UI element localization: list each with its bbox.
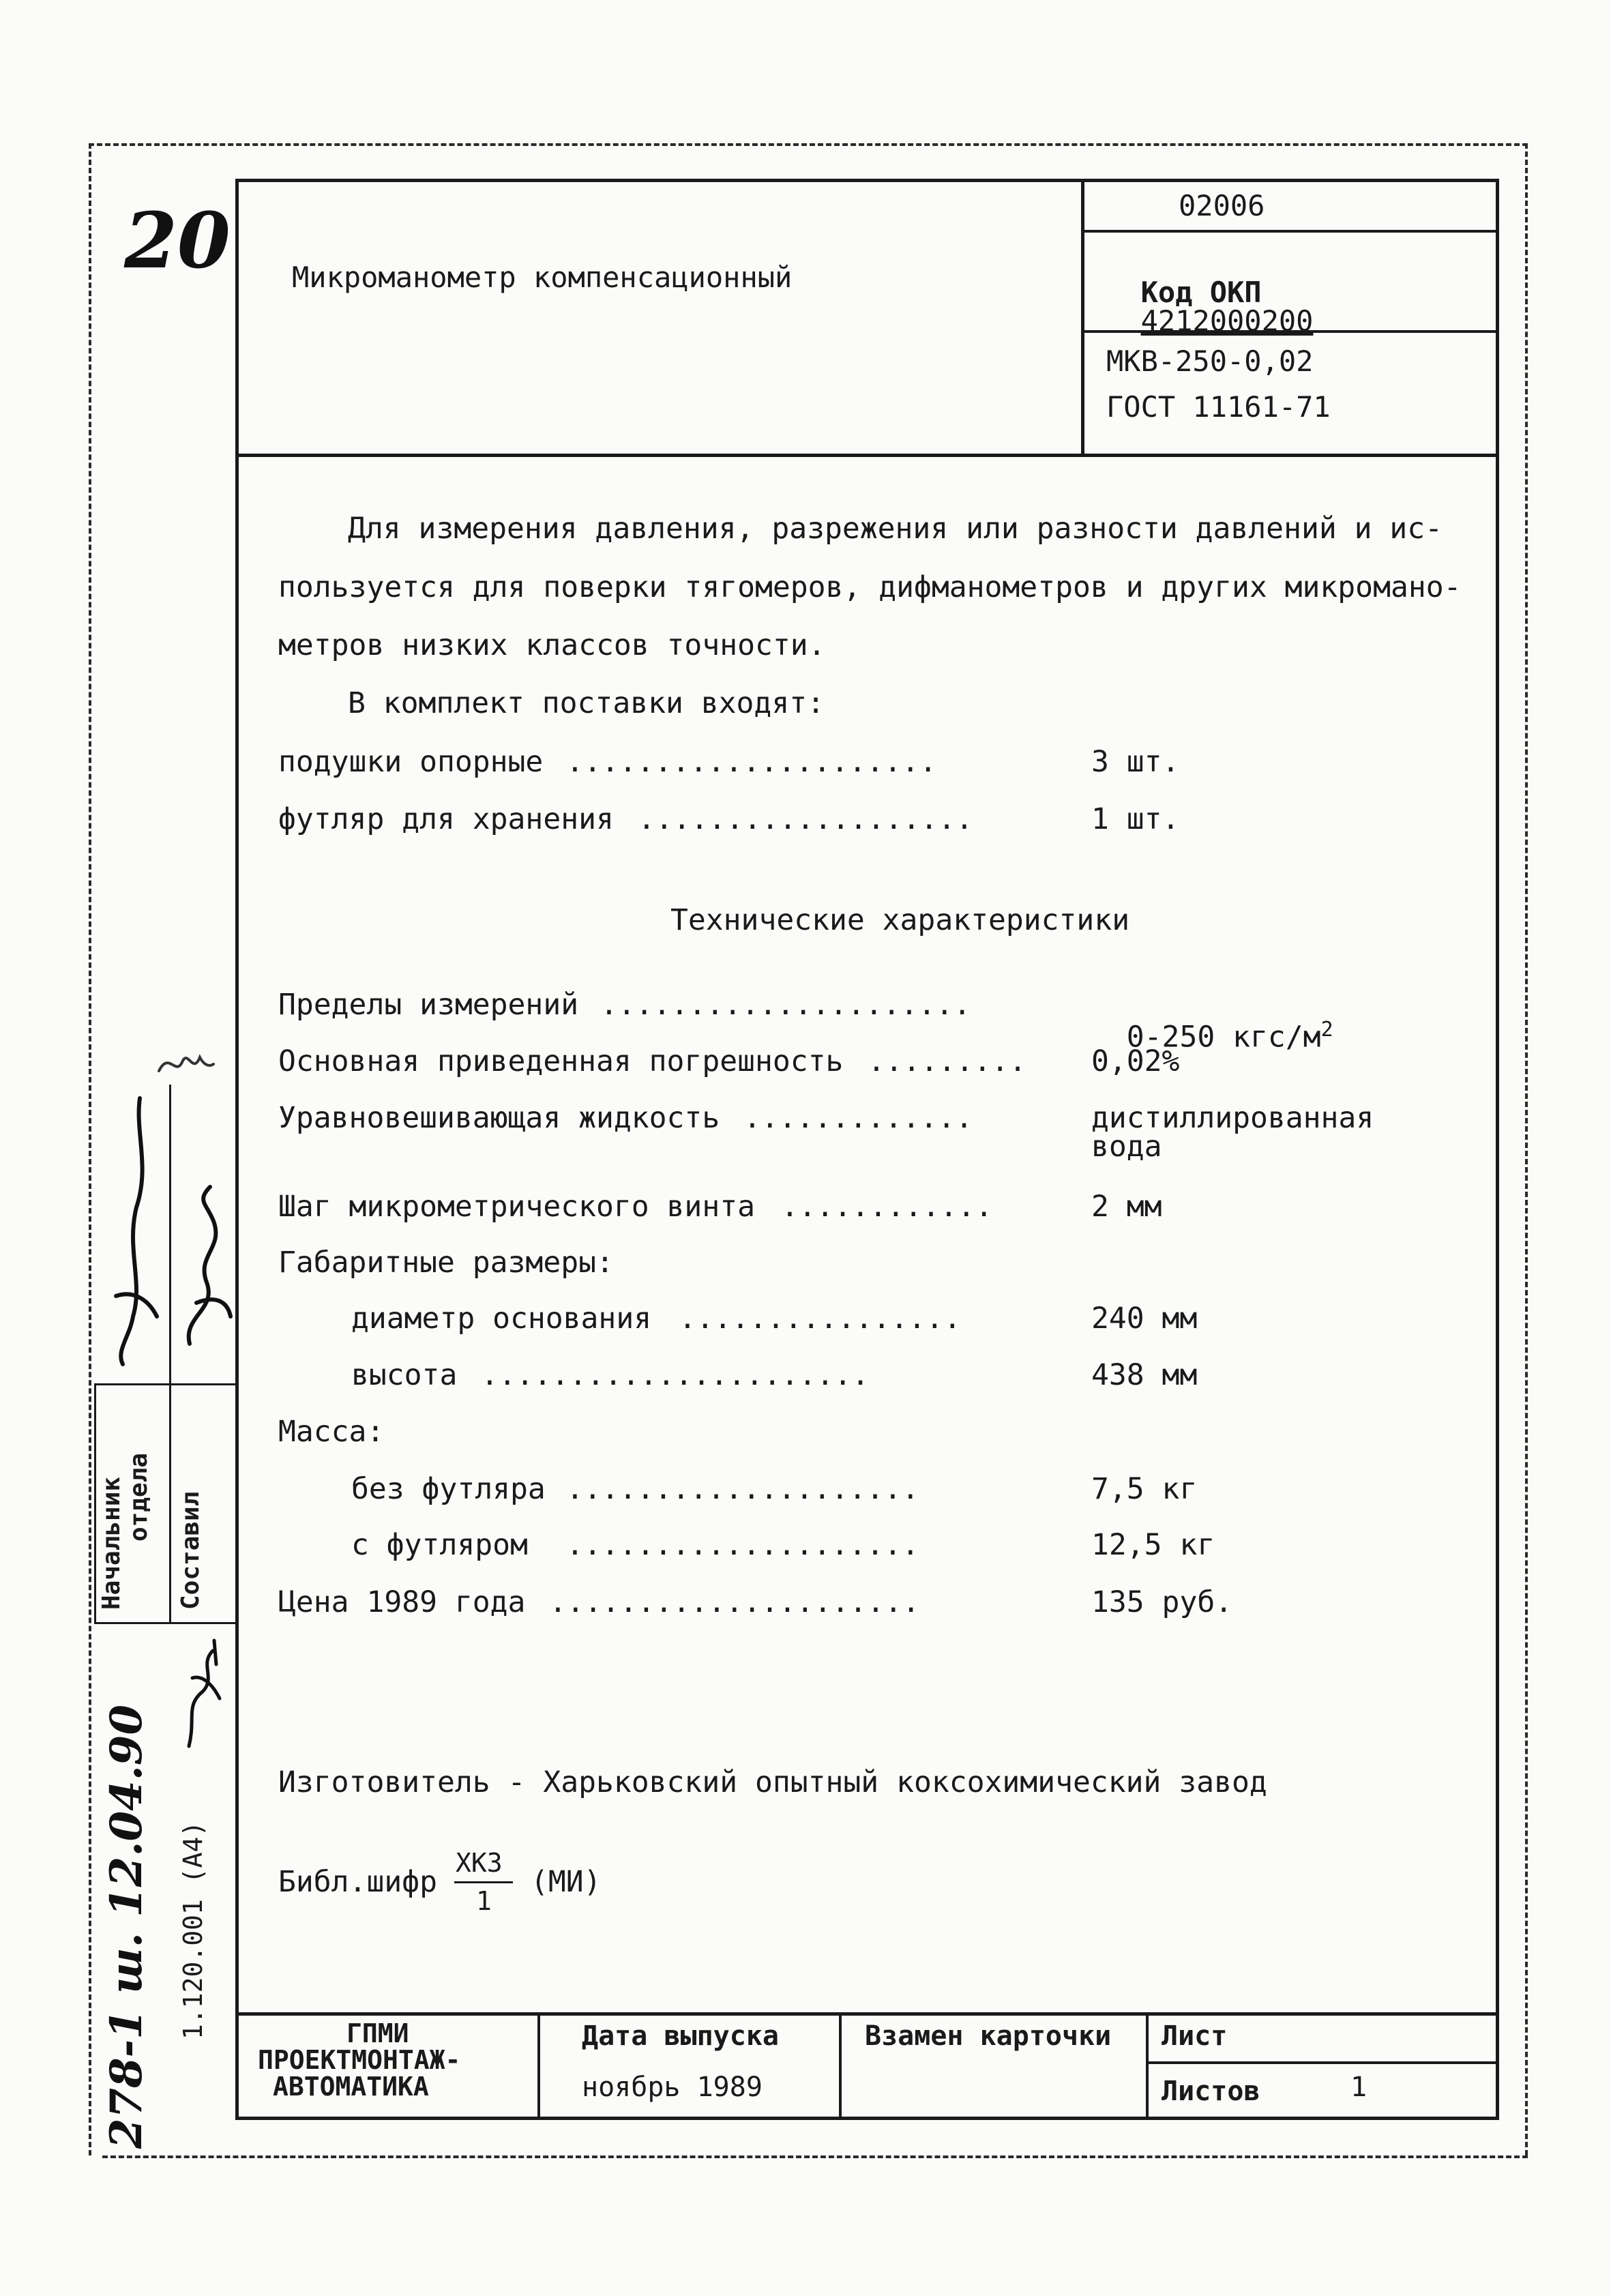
supply-item-name: подушки опорные — [278, 745, 544, 779]
footer-top-line — [235, 2012, 1499, 2016]
spec-value: дистиллированная — [1091, 1101, 1374, 1135]
frame-bottom-dashed — [102, 2155, 1528, 2158]
org-name-line-2: ПРОЕКТМОНТАЖ- — [258, 2045, 461, 2075]
stamp-left-line — [94, 1383, 96, 1623]
dimensions-heading: Габаритные размеры: — [278, 1246, 614, 1280]
spec-value-continued: вода — [1091, 1130, 1162, 1164]
supply-item-name: футляр для хранения — [278, 802, 614, 836]
leader-dots: ......... — [868, 1044, 1026, 1078]
leader-dots: ................ — [679, 1301, 962, 1336]
superscript-two: 2 — [1320, 1018, 1333, 1042]
spec-name: Основная приведенная погрешность — [278, 1044, 844, 1078]
footer-divider-3 — [1146, 2012, 1149, 2120]
frame-left-dashed — [89, 143, 91, 2155]
signature-small — [179, 1637, 226, 1753]
okp-label: Код ОКП — [1140, 276, 1262, 309]
spec-value: 2 мм — [1091, 1190, 1162, 1224]
frame-top-dashed — [89, 143, 1528, 146]
library-code-suffix: (МИ) — [531, 1865, 602, 1899]
card-border-bottom — [235, 2117, 1499, 2120]
leader-dots: ...................... — [481, 1358, 870, 1392]
spec-name: Уравновешивающая жидкость — [278, 1101, 720, 1135]
leader-dots: .................... — [566, 1528, 919, 1562]
initials-mark — [156, 1044, 217, 1085]
format-code: 1.120.001 (А4) — [178, 1821, 208, 2040]
card-title: Микроманометр компенсационный — [292, 261, 793, 294]
sheets-count: 1 — [1350, 2072, 1368, 2103]
spec-value: 7,5 кг — [1091, 1472, 1198, 1506]
footer-sheet-divider — [1146, 2061, 1499, 2064]
okp-row — [1106, 250, 1313, 336]
description-line-2: пользуется для поверки тягомеров, дифманометров и других микромано- — [278, 570, 1462, 604]
spec-value: 135 руб. — [1091, 1585, 1233, 1619]
leader-dots: ................... — [638, 802, 973, 836]
manufacturer: Изготовитель - Харьковский опытный коксохимический завод — [278, 1765, 1267, 1799]
card-border-left — [235, 179, 239, 2120]
leader-dots: ............ — [781, 1190, 993, 1224]
footer-divider-2 — [839, 2012, 842, 2120]
handwritten-note: 278-1 ш. 12.04.90 — [101, 1705, 152, 2149]
stamp-head-label-1: Начальник — [98, 1476, 125, 1610]
header-divider-bottom — [235, 454, 1499, 457]
footer-divider-1 — [537, 2012, 540, 2120]
leader-dots: ..................... — [600, 988, 971, 1022]
sheet-number: 20 — [124, 196, 231, 286]
leader-dots: ............. — [743, 1101, 973, 1135]
supply-item-value: 1 шт. — [1091, 802, 1180, 836]
header-divider-vertical — [1081, 179, 1084, 457]
org-name-line-1: ГПМИ — [346, 2018, 409, 2048]
description-line-3: метров низких классов точности. — [278, 628, 826, 662]
supply-heading: В комплект поставки входят: — [348, 686, 825, 720]
spec-value: 0,02% — [1091, 1044, 1180, 1078]
stamp-compiled-label: Составил — [177, 1491, 205, 1610]
library-code-fraction-bar — [454, 1881, 513, 1883]
spec-value: 240 мм — [1091, 1301, 1198, 1336]
spec-name: высота — [351, 1358, 458, 1392]
stamp-head-label-2: отдела — [125, 1452, 153, 1542]
frame-right-dashed — [1525, 143, 1528, 2155]
library-code-label: Библ.шифр — [278, 1865, 437, 1899]
library-code-denominator: 1 — [476, 1886, 492, 1916]
supply-item-value: 3 шт. — [1091, 745, 1180, 779]
specs-heading: Технические характеристики — [670, 903, 1130, 937]
mass-heading: Масса: — [278, 1415, 385, 1449]
spec-name: Шаг микрометрического винта — [278, 1190, 755, 1224]
sheets-label: Листов — [1162, 2076, 1260, 2107]
stamp-divider-horizontal — [94, 1383, 237, 1385]
release-date: ноябрь 1989 — [582, 2072, 763, 2103]
spec-value: 12,5 кг — [1091, 1528, 1215, 1562]
model-name: МКВ-250-0,02 — [1106, 344, 1314, 378]
leader-dots: .................... — [566, 1472, 919, 1506]
library-code-numerator: ХКЗ — [456, 1848, 503, 1878]
leader-dots: ..................... — [549, 1585, 920, 1619]
card-number: 02006 — [1179, 189, 1265, 222]
spec-name: Цена 1989 года — [278, 1585, 526, 1619]
spec-name: диаметр основания — [351, 1301, 652, 1336]
card-border-right — [1496, 179, 1499, 2120]
spec-name: с футляром — [351, 1528, 528, 1562]
sheet-label: Лист — [1162, 2020, 1228, 2052]
signature-head — [102, 1091, 171, 1378]
spec-name: без футляра — [351, 1472, 546, 1506]
header-divider-1 — [1081, 230, 1499, 233]
measurement-limits-value: 0-250 кгс/м — [1126, 1020, 1321, 1055]
spec-value: 438 мм — [1091, 1358, 1198, 1392]
okp-code: 4212000200 — [1140, 304, 1314, 338]
spec-value — [1091, 990, 1333, 1055]
description-line-1: Для измерения давления, разрежения или разности давлений и ис- — [348, 512, 1443, 546]
release-date-label: Дата выпуска — [582, 2020, 779, 2052]
gost-number: ГОСТ 11161-71 — [1106, 390, 1331, 424]
leader-dots: ..................... — [566, 745, 937, 779]
card-border-top — [235, 179, 1499, 182]
stamp-bottom-line — [94, 1622, 237, 1624]
spec-name: Пределы измерений — [278, 988, 579, 1022]
signature-compiler — [176, 1180, 237, 1357]
org-name-line-3: АВТОМАТИКА — [273, 2072, 429, 2102]
replaces-card-label: Взамен карточки — [865, 2020, 1112, 2052]
